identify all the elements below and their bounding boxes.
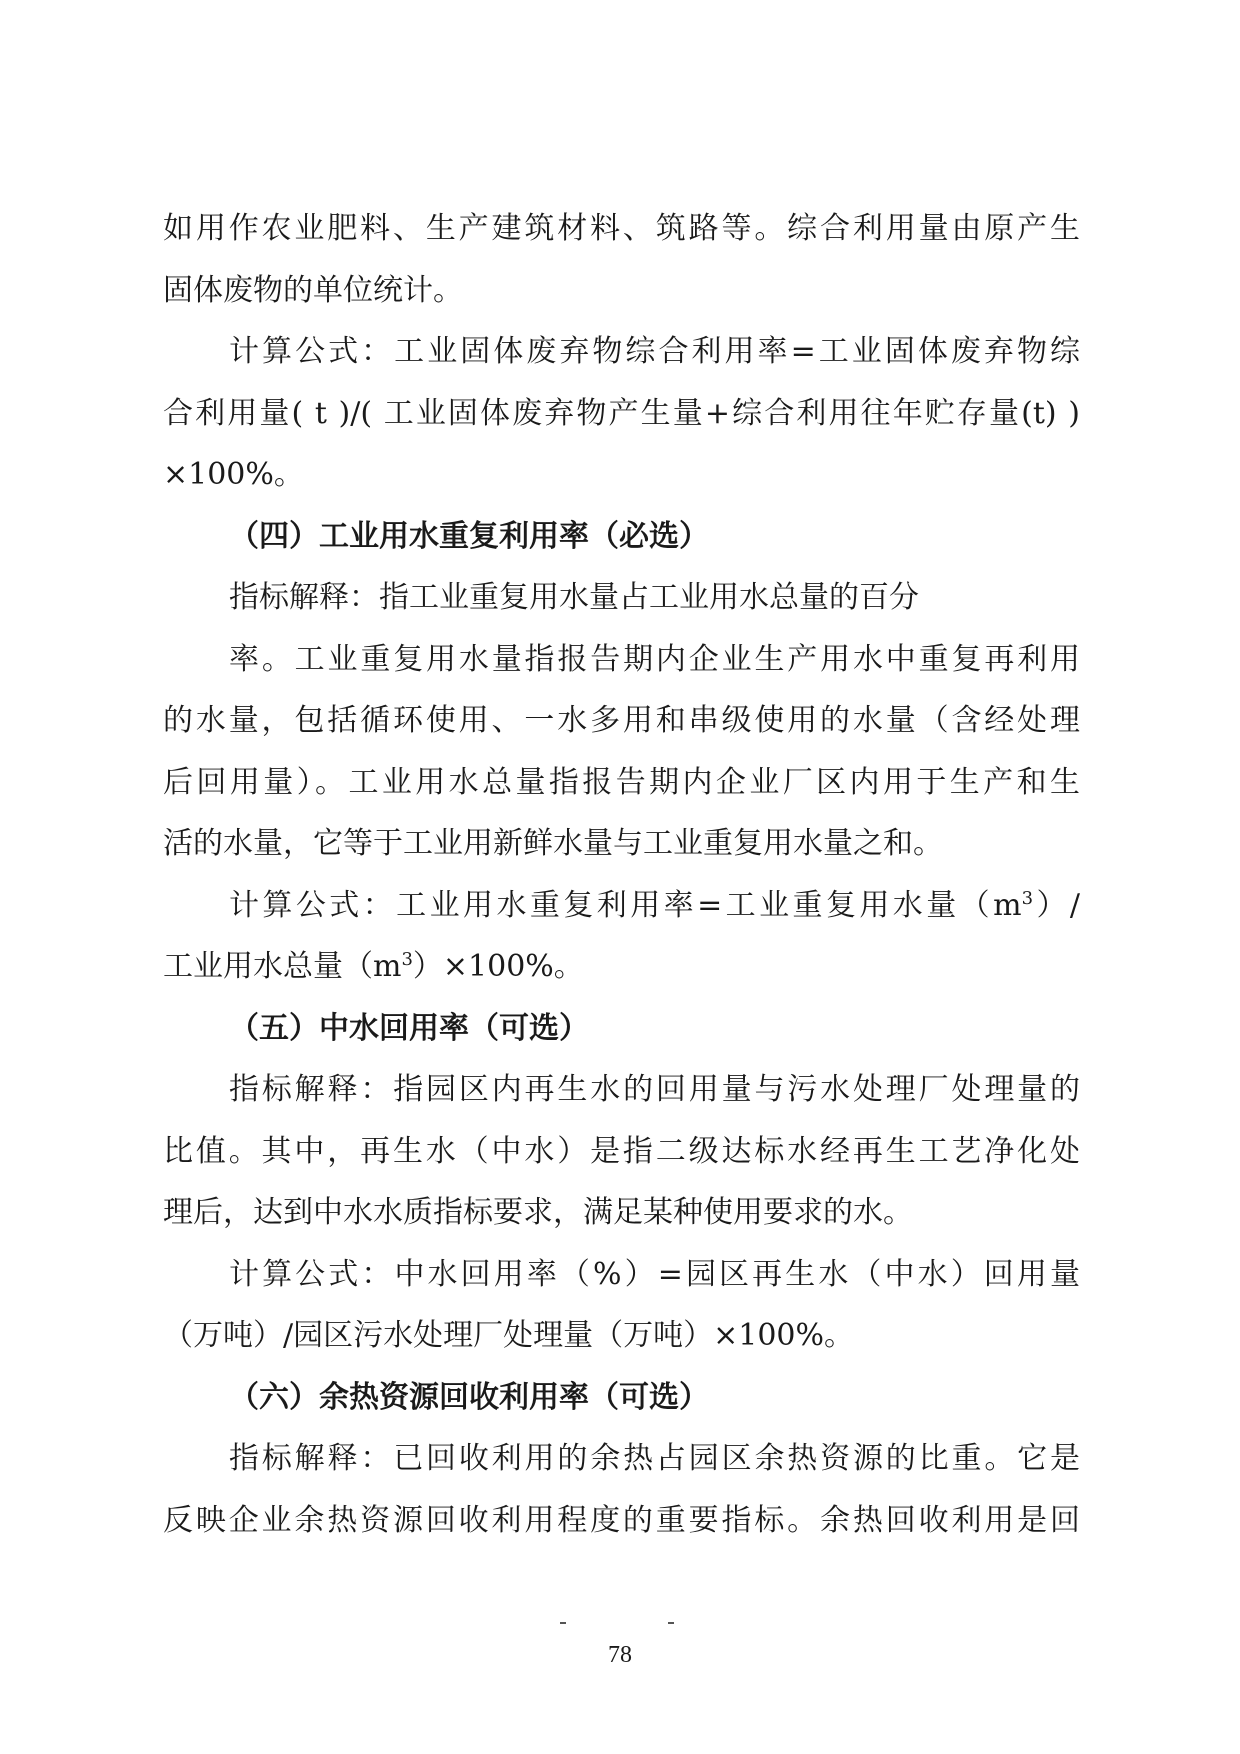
formula-text: ）×100%。 [412,949,584,984]
formula-line: 计算公式：工业固体废弃物综合利用率=工业固体废弃物综 [229,334,1080,369]
paragraph-line: 活的水量，它等于工业用新鲜水量与工业重复用水量之和。 [163,826,943,861]
superscript: 3 [1021,887,1034,909]
footer-dash [560,1622,566,1624]
formula-line [163,936,1080,998]
section-heading: （五）中水回用率（可选） [229,1010,589,1046]
footer-decoration [560,1622,680,1625]
formula-line: （万吨）/园区污水处理厂处理量（万吨）×100%。 [163,1318,855,1353]
section-heading: （四）工业用水重复利用率（必选） [229,518,709,554]
paragraph-line: 固体废物的单位统计。 [163,272,463,308]
footer-dash [668,1622,674,1624]
paragraph-line: 的水量，包括循环使用、一水多用和串级使用的水量（含经处理 [163,703,1080,738]
formula-line [163,875,1080,937]
paragraph-line: 指标解释：指园区内再生水的回用量与污水处理厂处理量的 [229,1072,1080,1107]
paragraph-line: 比值。其中，再生水（中水）是指二级达标水经再生工艺净化处 [163,1133,1080,1169]
document-body [163,198,1080,1551]
formula-line: ×100%。 [163,457,304,492]
page-number: 78 [608,1642,632,1668]
paragraph-line: 反映企业余热资源回收利用程度的重要指标。余热回收利用是回 [163,1502,1080,1538]
paragraph-line: 率。工业重复用水量指报告期内企业生产用水中重复再利用 [229,641,1080,677]
section-heading: （六）余热资源回收利用率（可选） [229,1379,709,1415]
formula-text: 工业用水总量（m [163,949,402,984]
paragraph-line: 指标解释：指工业重复用水量占工业用水总量的百分 [229,580,919,615]
formula-text: ）/ [1033,887,1080,923]
superscript: 3 [401,949,413,970]
paragraph-line: 如用作农业肥料、生产建筑材料、筑路等。综合利用量由原产生 [163,211,1080,246]
formula-line: 合利用量( t )/( 工业固体废弃物产生量+综合利用往年贮存量(t) ) [163,395,1080,431]
paragraph-line: 理后，达到中水水质指标要求，满足某种使用要求的水。 [163,1195,913,1230]
formula-line: 计算公式：中水回用率（%）=园区再生水（中水）回用量 [229,1256,1080,1292]
paragraph-line: 指标解释：已回收利用的余热占园区余热资源的比重。它是 [229,1441,1080,1476]
formula-text: 计算公式：工业用水重复利用率=工业重复用水量（m [229,887,1022,923]
paragraph-line: 后回用量）。工业用水总量指报告期内企业厂区内用于生产和生 [163,764,1080,800]
